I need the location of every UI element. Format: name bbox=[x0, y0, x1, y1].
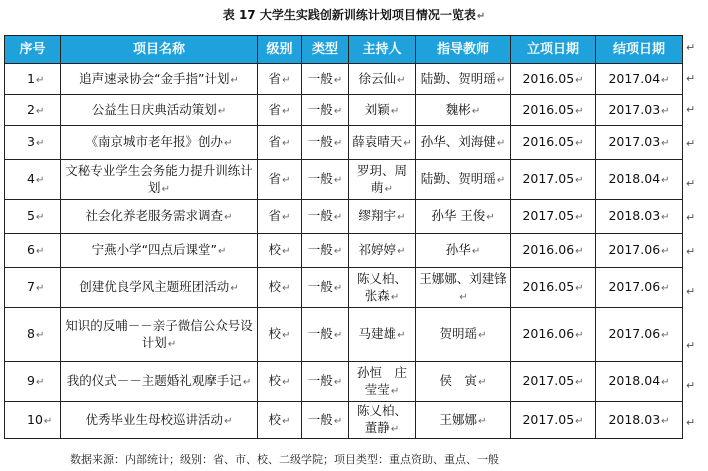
return-mark-icon: ↵ bbox=[230, 74, 239, 86]
cell-text: 刘颖 bbox=[364, 101, 390, 117]
cell-text: 文秘专业学生会务能力提升训练计划 bbox=[65, 162, 253, 195]
return-mark-icon: ↵ bbox=[459, 291, 468, 303]
cell-end bbox=[596, 95, 683, 126]
cell-text: 2 bbox=[27, 101, 35, 117]
return-mark-icon: ↵ bbox=[333, 415, 343, 427]
caption-text: 表 17 大学生实践创新训练计划项目情况一览表 bbox=[222, 8, 476, 22]
return-mark-icon: ↵ bbox=[218, 246, 227, 257]
return-mark-icon: ↵ bbox=[661, 330, 670, 341]
table-body bbox=[5, 64, 683, 439]
cell-text: 2017.05 bbox=[522, 208, 575, 223]
column-header: 类型 bbox=[302, 36, 349, 64]
cell-text: 2016.05 bbox=[522, 70, 575, 86]
cell-advisor bbox=[416, 95, 511, 126]
return-mark-icon: ↵ bbox=[661, 138, 670, 149]
return-mark-icon: ↵ bbox=[486, 212, 495, 223]
cell-end bbox=[596, 268, 683, 308]
table-footnote: 数据来源：内部统计；级别：省、市、校、二级学院；项目类型：重点资助、重点、一般 bbox=[70, 453, 499, 466]
cell-text: 校 bbox=[268, 242, 282, 257]
cell-level bbox=[258, 64, 302, 95]
cell-start bbox=[511, 160, 596, 200]
return-mark-icon: ↵ bbox=[35, 138, 45, 149]
return-mark-icon: ↵ bbox=[471, 105, 481, 117]
row-end-mark-icon: ↵ bbox=[686, 211, 696, 224]
return-mark-icon: ↵ bbox=[397, 330, 406, 341]
table-caption bbox=[0, 6, 708, 23]
return-mark-icon: ↵ bbox=[282, 212, 291, 223]
cell-type bbox=[302, 402, 349, 439]
table-row bbox=[5, 64, 683, 95]
cell-text: 2017.05 bbox=[522, 411, 575, 427]
return-mark-icon: ↵ bbox=[390, 105, 400, 117]
cell-text: 薛袁晴天 bbox=[352, 134, 403, 149]
cell-start bbox=[511, 126, 596, 160]
return-mark-icon: ↵ bbox=[224, 212, 233, 223]
cell-text: 徐云仙 bbox=[358, 70, 397, 86]
return-mark-icon: ↵ bbox=[333, 377, 343, 388]
cell-text: 4 bbox=[27, 171, 35, 186]
cell-advisor bbox=[416, 160, 511, 200]
cell-text: 省 bbox=[268, 171, 282, 186]
cell-start bbox=[511, 362, 596, 402]
return-mark-icon: ↵ bbox=[167, 338, 177, 350]
cell-text: 一般 bbox=[307, 411, 333, 427]
cell-text: 公益生日庆典活动策划 bbox=[91, 101, 217, 117]
return-mark-icon: ↵ bbox=[661, 246, 670, 257]
cell-text: 一般 bbox=[307, 171, 333, 186]
row-end-mark-icon: ↵ bbox=[686, 72, 696, 85]
cell-text: 陆勤、贺明瑶 bbox=[420, 70, 496, 86]
cell-end bbox=[596, 234, 683, 268]
cell-text: 2018.04 bbox=[608, 171, 661, 186]
cell-text: 2018.03 bbox=[608, 208, 661, 223]
cell-text: 祁婷婷 bbox=[358, 242, 397, 257]
cell-end bbox=[596, 308, 683, 362]
return-mark-icon: ↵ bbox=[496, 175, 506, 186]
cell-type bbox=[302, 362, 349, 402]
cell-text: 9 bbox=[27, 373, 35, 388]
cell-level bbox=[258, 126, 302, 160]
cell-advisor bbox=[416, 402, 511, 439]
cell-type bbox=[302, 234, 349, 268]
return-mark-icon: ↵ bbox=[35, 175, 45, 186]
cell-end bbox=[596, 126, 683, 160]
cell-text: 创建优良学风主题班团活动 bbox=[79, 279, 230, 294]
return-mark-icon: ↵ bbox=[333, 138, 343, 149]
cell-text: 10 bbox=[27, 411, 43, 427]
cell-end bbox=[596, 160, 683, 200]
cell-end bbox=[596, 362, 683, 402]
row-end-mark-icon: ↵ bbox=[686, 285, 696, 298]
cell-level bbox=[258, 268, 302, 308]
cell-level bbox=[258, 308, 302, 362]
return-mark-icon: ↵ bbox=[575, 138, 584, 149]
cell-start bbox=[511, 200, 596, 234]
cell-text: 孙华 bbox=[445, 242, 471, 257]
cell-text: 一般 bbox=[307, 373, 333, 388]
return-mark-icon: ↵ bbox=[575, 283, 584, 294]
return-mark-icon: ↵ bbox=[575, 330, 584, 341]
cell-no bbox=[5, 160, 61, 200]
return-mark-icon: ↵ bbox=[496, 138, 506, 149]
return-mark-icon: ↵ bbox=[384, 183, 393, 195]
column-header: 立项日期 bbox=[511, 36, 596, 64]
return-mark-icon: ↵ bbox=[282, 105, 291, 117]
return-mark-icon: ↵ bbox=[282, 138, 291, 149]
cell-leader bbox=[349, 268, 416, 308]
table-row bbox=[5, 126, 683, 160]
cell-text: 2017.03 bbox=[608, 101, 661, 117]
cell-text: 一般 bbox=[307, 242, 333, 257]
cell-level bbox=[258, 160, 302, 200]
cell-text: 2017.06 bbox=[608, 279, 661, 294]
cell-text: 一般 bbox=[307, 134, 333, 149]
cell-leader bbox=[349, 95, 416, 126]
column-header: 主持人 bbox=[349, 36, 416, 64]
return-mark-icon: ↵ bbox=[282, 377, 291, 388]
return-mark-icon: ↵ bbox=[575, 246, 584, 257]
return-mark-icon: ↵ bbox=[43, 415, 53, 427]
return-mark-icon: ↵ bbox=[476, 11, 486, 22]
return-mark-icon: ↵ bbox=[35, 283, 45, 294]
cell-no bbox=[5, 362, 61, 402]
cell-text: 3 bbox=[27, 134, 35, 149]
cell-type bbox=[302, 268, 349, 308]
return-mark-icon: ↵ bbox=[471, 246, 481, 257]
return-mark-icon: ↵ bbox=[397, 74, 406, 86]
cell-level bbox=[258, 234, 302, 268]
row-end-mark-icon: ↵ bbox=[686, 41, 696, 54]
row-end-mark-icon: ↵ bbox=[686, 103, 696, 116]
cell-name bbox=[61, 160, 258, 200]
cell-start bbox=[511, 308, 596, 362]
row-end-mark-icon: ↵ bbox=[686, 339, 696, 352]
row-end-mark-icon: ↵ bbox=[686, 177, 696, 190]
cell-text: 陆勤、贺明瑶 bbox=[420, 171, 496, 186]
return-mark-icon: ↵ bbox=[661, 74, 670, 86]
return-mark-icon: ↵ bbox=[575, 175, 584, 186]
cell-leader bbox=[349, 160, 416, 200]
cell-name bbox=[61, 234, 258, 268]
return-mark-icon: ↵ bbox=[282, 415, 291, 427]
return-mark-icon: ↵ bbox=[161, 183, 170, 195]
cell-no bbox=[5, 64, 61, 95]
cell-text: 7 bbox=[27, 279, 35, 294]
return-mark-icon: ↵ bbox=[661, 105, 670, 117]
cell-no bbox=[5, 126, 61, 160]
cell-start bbox=[511, 268, 596, 308]
return-mark-icon: ↵ bbox=[282, 74, 291, 86]
cell-type bbox=[302, 160, 349, 200]
cell-leader bbox=[349, 234, 416, 268]
return-mark-icon: ↵ bbox=[575, 377, 584, 388]
cell-type bbox=[302, 308, 349, 362]
return-mark-icon: ↵ bbox=[333, 175, 343, 186]
return-mark-icon: ↵ bbox=[35, 74, 45, 86]
cell-type bbox=[302, 200, 349, 234]
cell-advisor bbox=[416, 200, 511, 234]
return-mark-icon: ↵ bbox=[224, 415, 233, 427]
return-mark-icon: ↵ bbox=[478, 330, 487, 341]
cell-name bbox=[61, 126, 258, 160]
return-mark-icon: ↵ bbox=[478, 415, 487, 427]
cell-no bbox=[5, 234, 61, 268]
return-mark-icon: ↵ bbox=[282, 330, 291, 341]
table-row bbox=[5, 268, 683, 308]
cell-text: 5 bbox=[27, 208, 35, 223]
return-mark-icon: ↵ bbox=[217, 105, 227, 117]
cell-text: 8 bbox=[27, 326, 35, 341]
cell-text: 省 bbox=[268, 134, 282, 149]
cell-text: 校 bbox=[268, 279, 282, 294]
cell-advisor bbox=[416, 64, 511, 95]
cell-text: 缪翔宇 bbox=[358, 208, 397, 223]
return-mark-icon: ↵ bbox=[496, 74, 506, 86]
return-mark-icon: ↵ bbox=[390, 385, 400, 397]
table-row bbox=[5, 234, 683, 268]
cell-text: 知识的反哺－－亲子微信公众号设计划 bbox=[65, 317, 253, 350]
return-mark-icon: ↵ bbox=[282, 283, 291, 294]
return-mark-icon: ↵ bbox=[575, 74, 584, 86]
cell-name bbox=[61, 95, 258, 126]
cell-no bbox=[5, 95, 61, 126]
cell-leader bbox=[349, 64, 416, 95]
cell-text: 一般 bbox=[307, 101, 333, 117]
cell-level bbox=[258, 200, 302, 234]
return-mark-icon: ↵ bbox=[230, 283, 239, 294]
cell-text: 王娜娜 bbox=[439, 411, 478, 427]
cell-start bbox=[511, 234, 596, 268]
return-mark-icon: ↵ bbox=[282, 175, 291, 186]
return-mark-icon: ↵ bbox=[661, 212, 670, 223]
cell-text: 校 bbox=[268, 326, 282, 341]
cell-text: 陈乂柏、张森 bbox=[356, 270, 407, 303]
column-header: 结项日期 bbox=[596, 36, 683, 64]
cell-text: 2016.05 bbox=[522, 101, 575, 117]
cell-text: 马建雄 bbox=[358, 326, 397, 341]
return-mark-icon: ↵ bbox=[390, 424, 400, 435]
cell-text: 2017.05 bbox=[522, 373, 575, 388]
cell-text: 孙华、刘海健 bbox=[420, 134, 496, 149]
return-mark-icon: ↵ bbox=[661, 283, 670, 294]
cell-no bbox=[5, 200, 61, 234]
cell-end bbox=[596, 64, 683, 95]
cell-text: 2017.06 bbox=[608, 326, 661, 341]
return-mark-icon: ↵ bbox=[575, 415, 584, 427]
cell-name bbox=[61, 268, 258, 308]
cell-leader bbox=[349, 308, 416, 362]
cell-leader bbox=[349, 362, 416, 402]
cell-leader bbox=[349, 402, 416, 439]
return-mark-icon: ↵ bbox=[35, 105, 45, 117]
row-end-mark-icon: ↵ bbox=[686, 379, 696, 392]
row-end-mark-icon: ↵ bbox=[686, 416, 696, 429]
cell-name bbox=[61, 362, 258, 402]
cell-no bbox=[5, 268, 61, 308]
return-mark-icon: ↵ bbox=[661, 175, 670, 186]
cell-text: 陈乂柏、董静 bbox=[356, 403, 407, 435]
cell-text: 一般 bbox=[307, 279, 333, 294]
return-mark-icon: ↵ bbox=[242, 377, 252, 388]
cell-start bbox=[511, 64, 596, 95]
return-mark-icon: ↵ bbox=[333, 246, 343, 257]
column-header: 级别 bbox=[258, 36, 302, 64]
cell-text: 王娜娜、刘建锋 bbox=[419, 270, 507, 286]
cell-leader bbox=[349, 200, 416, 234]
cell-text: 贺明瑶 bbox=[439, 326, 478, 341]
cell-advisor bbox=[416, 126, 511, 160]
cell-level bbox=[258, 95, 302, 126]
cell-start bbox=[511, 95, 596, 126]
column-header: 项目名称 bbox=[61, 36, 258, 64]
return-mark-icon: ↵ bbox=[397, 246, 406, 257]
cell-text: 2016.06 bbox=[522, 242, 575, 257]
cell-leader bbox=[349, 126, 416, 160]
cell-text: 省 bbox=[268, 101, 282, 117]
return-mark-icon: ↵ bbox=[333, 105, 343, 117]
cell-no bbox=[5, 402, 61, 439]
cell-text: 2018.03 bbox=[608, 411, 661, 427]
cell-type bbox=[302, 126, 349, 160]
cell-text: 2016.06 bbox=[522, 326, 575, 341]
project-table bbox=[4, 35, 683, 439]
cell-advisor bbox=[416, 268, 511, 308]
return-mark-icon: ↵ bbox=[333, 330, 343, 341]
table-row bbox=[5, 95, 683, 126]
cell-level bbox=[258, 402, 302, 439]
cell-text: 2017.03 bbox=[608, 134, 661, 149]
cell-text: 2017.04 bbox=[608, 70, 661, 86]
cell-text: 6 bbox=[27, 242, 35, 257]
cell-text: 2017.05 bbox=[522, 171, 575, 186]
return-mark-icon: ↵ bbox=[282, 246, 291, 257]
return-mark-icon: ↵ bbox=[478, 377, 487, 388]
column-header: 序号 bbox=[5, 36, 61, 64]
cell-text: 1 bbox=[27, 70, 35, 86]
return-mark-icon: ↵ bbox=[575, 105, 584, 117]
cell-text: 追声速录协会“金手指”计划 bbox=[79, 70, 230, 86]
return-mark-icon: ↵ bbox=[397, 212, 406, 223]
cell-type bbox=[302, 95, 349, 126]
cell-text: 孙恒 庄莹莹 bbox=[356, 364, 407, 397]
cell-name bbox=[61, 200, 258, 234]
cell-text: 一般 bbox=[307, 208, 333, 223]
cell-text: 省 bbox=[268, 70, 282, 86]
cell-text: 2016.05 bbox=[522, 279, 575, 294]
cell-advisor bbox=[416, 308, 511, 362]
cell-end bbox=[596, 200, 683, 234]
return-mark-icon: ↵ bbox=[35, 377, 45, 388]
cell-text: 校 bbox=[268, 373, 282, 388]
cell-text: 省 bbox=[268, 208, 282, 223]
cell-text: 宁燕小学“四点后课堂” bbox=[91, 242, 218, 257]
return-mark-icon: ↵ bbox=[333, 283, 343, 294]
return-mark-icon: ↵ bbox=[661, 377, 670, 388]
return-mark-icon: ↵ bbox=[35, 212, 45, 223]
header-row bbox=[5, 36, 683, 64]
return-mark-icon: ↵ bbox=[35, 330, 45, 341]
table-row bbox=[5, 402, 683, 439]
table-row bbox=[5, 200, 683, 234]
cell-start bbox=[511, 402, 596, 439]
cell-level bbox=[258, 362, 302, 402]
row-end-mark-icon: ↵ bbox=[686, 245, 696, 258]
table-row bbox=[5, 362, 683, 402]
cell-end bbox=[596, 402, 683, 439]
cell-type bbox=[302, 64, 349, 95]
cell-text: 《南京城市老年报》创办 bbox=[85, 134, 224, 149]
return-mark-icon: ↵ bbox=[661, 415, 670, 427]
return-mark-icon: ↵ bbox=[575, 212, 584, 223]
table-row bbox=[5, 160, 683, 200]
cell-text: 2017.06 bbox=[608, 242, 661, 257]
cell-text: 侯 寅 bbox=[439, 373, 478, 388]
cell-text: 孙华 王俊 bbox=[431, 208, 486, 223]
cell-text: 一般 bbox=[307, 326, 333, 341]
cell-text: 我的仪式－－主题婚礼观摩手记 bbox=[66, 373, 242, 388]
cell-name bbox=[61, 308, 258, 362]
cell-text: 校 bbox=[268, 411, 282, 427]
cell-text: 2016.05 bbox=[522, 134, 575, 149]
cell-advisor bbox=[416, 234, 511, 268]
row-end-mark-icon: ↵ bbox=[686, 137, 696, 150]
cell-text: 2018.04 bbox=[608, 373, 661, 388]
return-mark-icon: ↵ bbox=[333, 74, 343, 86]
return-mark-icon: ↵ bbox=[224, 138, 233, 149]
cell-no bbox=[5, 308, 61, 362]
cell-text: 罗玥、周萌 bbox=[356, 162, 407, 195]
cell-text: 社会化养老服务需求调查 bbox=[85, 208, 224, 223]
cell-text: 魏彬 bbox=[445, 101, 471, 117]
column-header: 指导教师 bbox=[416, 36, 511, 64]
cell-text: 优秀毕业生母校巡讲活动 bbox=[85, 411, 224, 427]
cell-name bbox=[61, 402, 258, 439]
return-mark-icon: ↵ bbox=[403, 138, 412, 149]
return-mark-icon: ↵ bbox=[35, 246, 45, 257]
cell-advisor bbox=[416, 362, 511, 402]
cell-text: 一般 bbox=[307, 70, 333, 86]
cell-name bbox=[61, 64, 258, 95]
return-mark-icon: ↵ bbox=[390, 291, 400, 303]
return-mark-icon: ↵ bbox=[333, 212, 343, 223]
table-row bbox=[5, 308, 683, 362]
